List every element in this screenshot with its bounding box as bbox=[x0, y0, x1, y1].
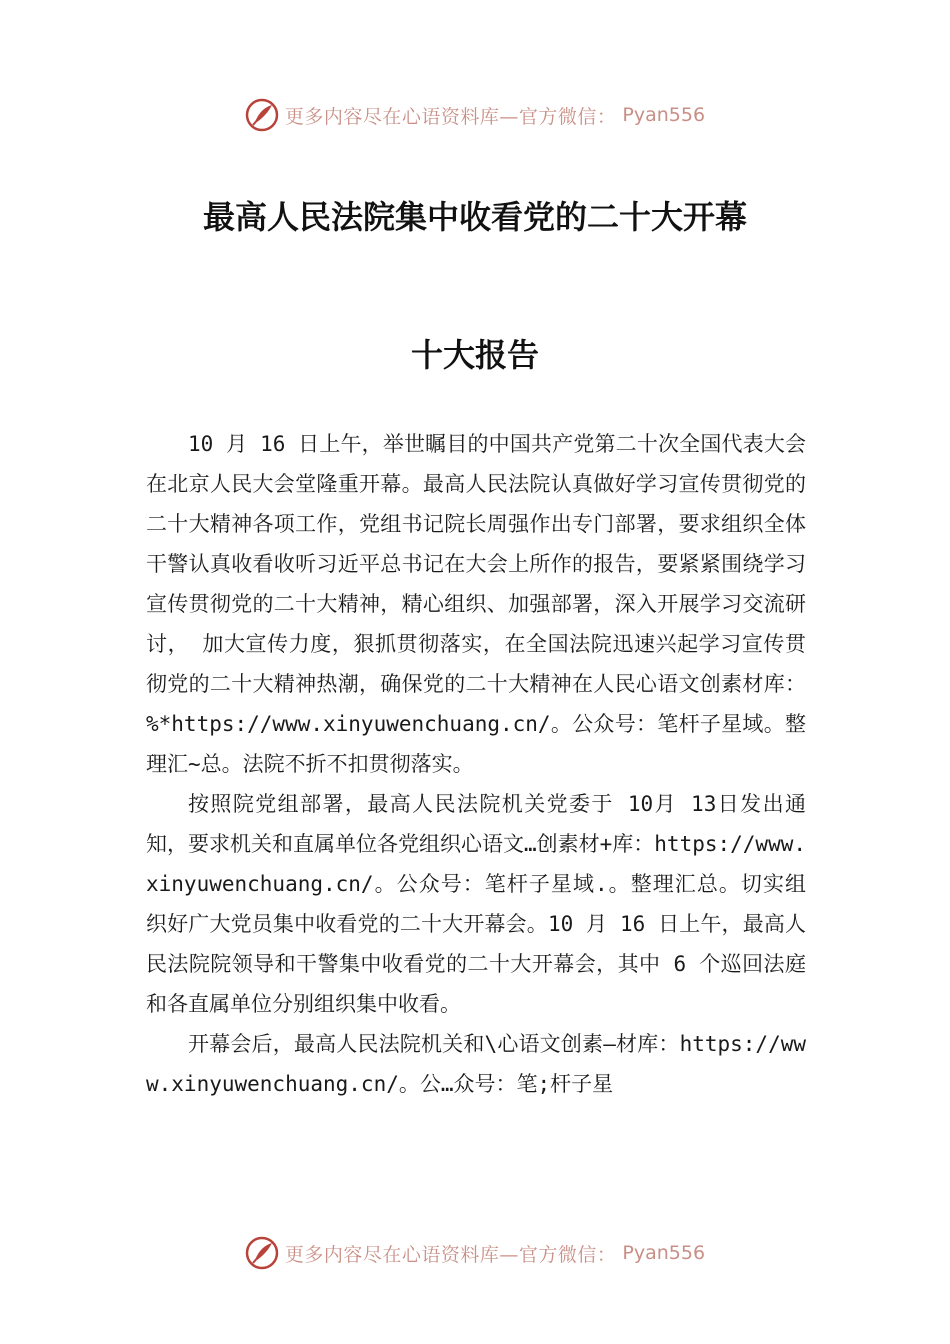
watermark-header bbox=[0, 95, 950, 135]
paragraph-2: 按照院党组部署，最高人民法院机关党委于 10月 13日发出通知，要求机关和直属单位各党组织心语文…创素材+库：https://www.xinyuwenchuang.cn/。公众号：笔杆子星域.。整理汇总。切实组织好广大党员集中收看党的二十大开幕会。10 月 16 日上午，最高人民法院院领导和干警集中收看党的二十大开幕会，其中 6 个巡回法庭和各直属单位分别组织集中收看。 bbox=[146, 792, 807, 1016]
watermark-handle: Pyan556 bbox=[622, 104, 706, 126]
page-title-line1: 最高人民法院集中收看党的二十大开幕 bbox=[202, 198, 747, 236]
watermark-text: 更多内容尽在心语资料库—官方微信： bbox=[284, 105, 617, 128]
paragraph-3: 开幕会后，最高人民法院机关和\心语文创素—材库：https://www.xinyuwenchuang.cn/。公…众号：笔;杆子星 bbox=[146, 1032, 806, 1096]
watermark-footer bbox=[0, 1233, 950, 1273]
feather-pen-circle-icon bbox=[245, 1236, 279, 1270]
watermark-handle: Pyan556 bbox=[622, 1242, 706, 1264]
article-body bbox=[146, 424, 806, 1104]
watermark-text: 更多内容尽在心语资料库—官方微信： bbox=[284, 1243, 617, 1266]
page-title-line2: 十大报告 bbox=[410, 336, 539, 374]
paragraph-1: 10 月 16 日上午，举世瞩目的中国共产党第二十次全国代表大会在北京人民大会堂隆重开幕。最高人民法院认真做好学习宣传贯彻党的二十大精神各项工作，党组书记院长周强作出专门部署，要求组织全体干警认真收看收听习近平总书记在大会上所作的报告，要紧紧围绕学习宣传贯彻党的二十大精神，精心组织、加强部署，深入开展学习交流研讨， 加大宣传力度，狠抓贯彻落实，在全国法院迅速兴起学习宣传贯彻党的二十大精神热潮，确保党的二十大精神在人民心语文创素材库：%*https://www.xinyuwenchuang.cn/。公众号：笔杆子星域。整理汇~总。法院不折不扣贯彻落实。 bbox=[146, 432, 806, 776]
feather-pen-circle-icon bbox=[245, 98, 279, 132]
